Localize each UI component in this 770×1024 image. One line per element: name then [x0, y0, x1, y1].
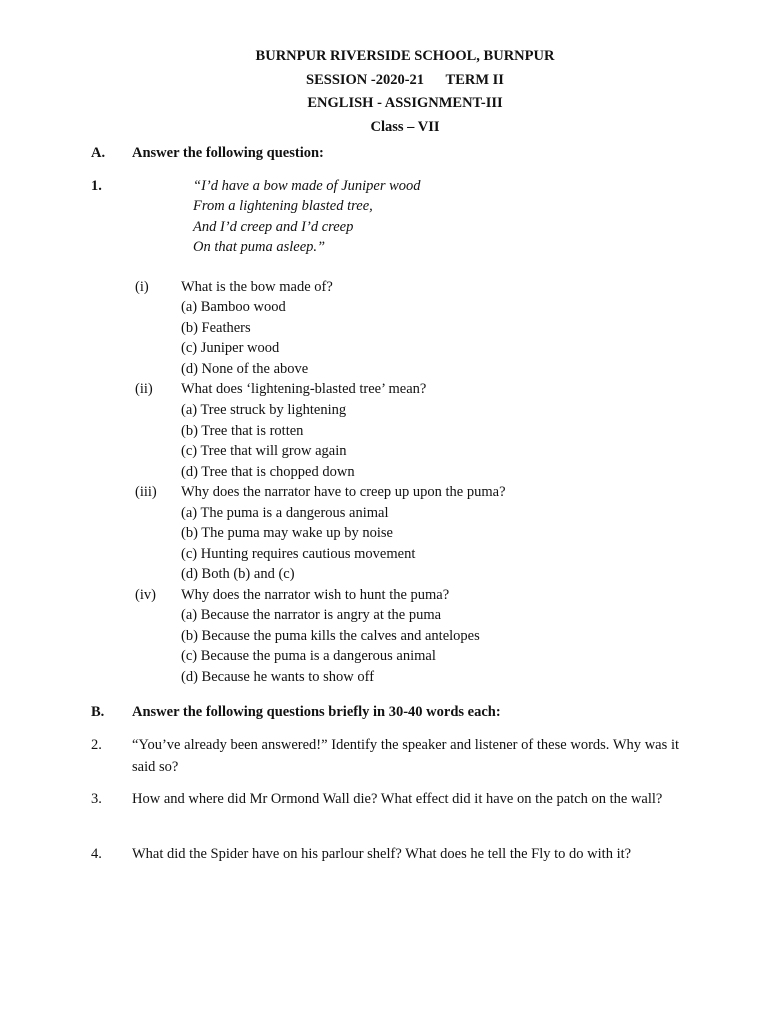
session-term: SESSION -2020-21 TERM II: [306, 72, 504, 88]
subq-number: (i): [135, 279, 149, 295]
question-4-number: 4.: [91, 846, 102, 862]
question-4-text: What did the Spider have on his parlour shelf? What does he tell the Fly to do with it?: [132, 846, 632, 862]
option: (d) Both (b) and (c): [181, 566, 295, 582]
section-b-title: Answer the following questions briefly in 30-40 words each:: [132, 704, 501, 720]
subject-assignment: ENGLISH - ASSIGNMENT-III: [307, 95, 503, 111]
subq-text: What is the bow made of?: [181, 279, 333, 295]
option: (c) Tree that will grow again: [181, 443, 347, 459]
subq-number: (iii): [135, 484, 157, 500]
option: (a) Because the narrator is angry at the puma: [181, 607, 442, 623]
option: (b) Feathers: [181, 320, 251, 336]
option: (c) Because the puma is a dangerous animal: [181, 648, 436, 664]
poem-line: On that puma asleep.”: [193, 238, 326, 255]
poem-line: “I’d have a bow made of Juniper wood: [193, 178, 421, 194]
question-3-number: 3.: [91, 791, 102, 807]
section-b-letter: B.: [91, 704, 105, 720]
subq-text: What does ‘lightening-blasted tree’ mean?: [181, 381, 427, 397]
question-2-text: “You’ve already been answered!” Identify the speaker and listener of these words. Why was it said so?: [132, 737, 679, 775]
question-2-number: 2.: [91, 737, 102, 753]
section-a-letter: A.: [91, 145, 106, 161]
subq-text: Why does the narrator have to creep up upon the puma?: [181, 484, 506, 500]
option: (a) Tree struck by lightening: [181, 402, 347, 418]
question-1-number: 1.: [91, 178, 102, 194]
poem-excerpt: [193, 176, 421, 257]
subq-text: Why does the narrator wish to hunt the puma?: [181, 587, 450, 603]
option: (d) Tree that is chopped down: [181, 464, 355, 480]
subq-number: (iv): [135, 587, 156, 603]
poem-line: From a lightening blasted tree,: [193, 198, 373, 215]
school-name: BURNPUR RIVERSIDE SCHOOL, BURNPUR: [255, 48, 555, 64]
option: (d) Because he wants to show off: [181, 669, 375, 685]
option: (d) None of the above: [181, 361, 309, 377]
poem-line: And I’d creep and I’d creep: [193, 218, 354, 235]
option: (b) Tree that is rotten: [181, 423, 304, 439]
option: (b) The puma may wake up by noise: [181, 525, 393, 541]
option: (b) Because the puma kills the calves and antelopes: [181, 628, 480, 644]
section-a-title: Answer the following question:: [132, 145, 324, 161]
subq-number: (ii): [135, 381, 153, 397]
class-label: Class – VII: [370, 119, 440, 135]
option: (c) Juniper wood: [181, 340, 280, 356]
option: (a) Bamboo wood: [181, 299, 286, 315]
option: (c) Hunting requires cautious movement: [181, 546, 416, 562]
question-3-text: How and where did Mr Ormond Wall die? What effect did it have on the patch on the wall?: [132, 791, 663, 807]
option: (a) The puma is a dangerous animal: [181, 505, 389, 521]
